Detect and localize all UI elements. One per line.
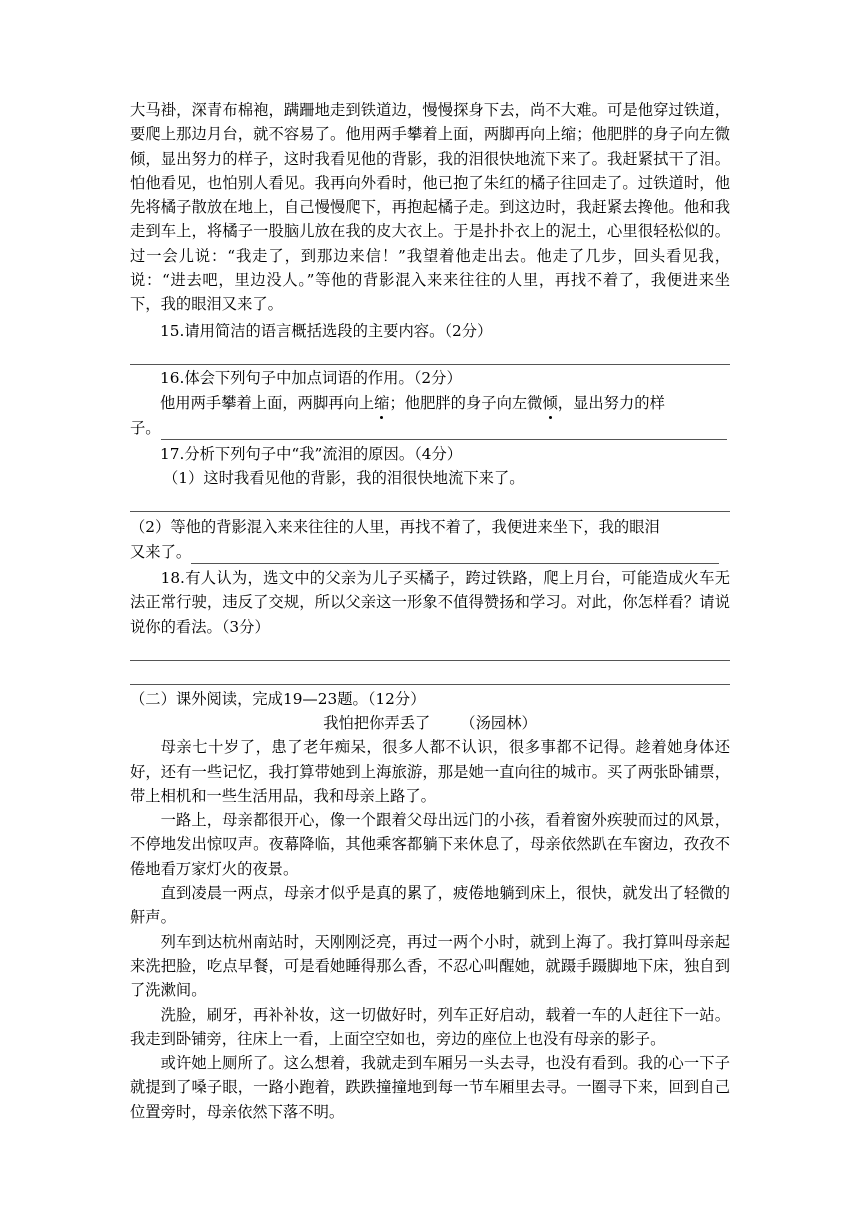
passage-excerpt: 大马褂，深青布棉袍，蹒跚地走到铁道边，慢慢探身下去，尚不大难。可是他穿过铁道，要爬上那边月台，就不容易了。他用两手攀着上面，两脚再向上缩；他肥胖的身子向左微倾，显出努力的样子，这时我看见他的背影，我的泪很快地流下来了。我赶紧拭干了泪。怕他看见，也怕别人看见。我再向外看时，他已抱了朱红的橘子往回走了。过铁道时，他先将橘子散放在地上，自己慢慢爬下，再抱起橘子走。到这边时，我赶紧去搀他。他和我走到车上，将橘子一股脑儿放在我的皮大衣上。于是扑扑衣上的泥土，心里很轻松似的。过一会儿说：“我走了，到那边来信！”我望着他走出去。他走了几步，回头看见我，说：“进去吧，里边没人。”等他的背影混入来来往往的人里，再找不着了，我便进来坐下，我的眼泪又来了。 xyxy=(130,101,730,314)
question-16-sentence xyxy=(130,391,730,415)
article-paragraph-5: 洗脸，刷牙，再补补妆，这一切做好时，列车正好启动，载着一车的人赶往下一站。我走到卧铺旁，往床上一看，上面空空如也，旁边的座位上也没有母亲的影子。 xyxy=(130,1005,730,1048)
question-17-2-end xyxy=(130,540,730,564)
question-16-sentence-end xyxy=(130,416,730,440)
question-17-1: （1）这时我看见他的背影，我的泪很快地流下来了。 xyxy=(163,469,525,488)
article-paragraph-3: 直到凌晨一两点，母亲才似乎是真的累了，疲倦地躺到床上，很快，就发出了轻微的鼾声。 xyxy=(130,884,730,927)
q16-text-b: ；他肥胖的身子向左微 xyxy=(389,394,543,413)
article-paragraph-6: 或许她上厕所了。这么想着，我就走到车厢另一头去寻，也没有看到。我的心一下子就提到了嗓子眼，一路小跑着，跌跌撞撞地到每一节车厢里去寻。一圈寻下来，回到自己位置旁时，母亲依然下落不明。 xyxy=(130,1054,730,1121)
answer-line-18-a[interactable] xyxy=(130,659,730,661)
dotted-word-qing: 倾 xyxy=(542,394,558,413)
question-15: 15.请用简洁的语言概括选段的主要内容。（2分） xyxy=(160,321,493,340)
article-title-row xyxy=(130,711,730,735)
q16-text-a: 他用两手攀着上面，两脚再向上 xyxy=(160,394,375,413)
answer-line-18-b[interactable] xyxy=(130,683,730,685)
question-16: 16.体会下列句子中加点词语的作用。（2分） xyxy=(160,368,462,387)
answer-line-17-1[interactable] xyxy=(130,510,730,512)
q17-2-text-end: 又来了。 xyxy=(130,542,192,561)
q16-text-c: ，显出努力的样 xyxy=(557,394,665,413)
exam-page xyxy=(130,98,730,1124)
article-title: 我怕把你弄丢了 xyxy=(323,714,431,733)
q16-text-d: 子。 xyxy=(130,418,161,437)
article-paragraph-1: 母亲七十岁了，患了老年痴呆，很多人都不认识，很多事都不记得。趁着她身体还好，还有一些记忆，我打算带她到上海旅游，那是她一直向往的城市。买了两张卧铺票，带上相机和一些生活用品，我和母亲上路了。 xyxy=(130,738,730,805)
answer-line-15[interactable] xyxy=(130,363,730,365)
answer-line-16[interactable] xyxy=(161,421,727,440)
article-paragraph-4: 列车到达杭州南站时，天刚刚泛亮，再过一两个小时，就到上海了。我打算叫母亲起来洗把脸，吃点早餐，可是看她睡得那么香，不忍心叫醒她，就蹑手蹑脚地下床，独自到了洗漱间。 xyxy=(130,932,730,1000)
question-17: 17.分析下列句子中“我”流泪的原因。（4分） xyxy=(160,444,463,463)
question-17-2: （2）等他的背影混入来来往往的人里，再找不着了，我便进来坐下，我的眼泪 xyxy=(130,518,660,537)
article-paragraph-2: 一路上，母亲都很开心，像一个跟着父母出远门的小孩，看着窗外疾驶而过的风景，不停地发出惊叹声。夜幕降临，其他乘客都躺下来休息了，母亲依然趴在车窗边，孜孜不倦地看万家灯火的夜景。 xyxy=(130,811,730,878)
answer-line-17-2[interactable] xyxy=(191,545,719,564)
dotted-word-suo: 缩 xyxy=(374,394,390,413)
question-18: 18.有人认为，选文中的父亲为儿子买橘子，跨过铁路，爬上月台，可能造成火车无法正常行驶，违反了交规，所以父亲这一形象不值得赞扬和学习。对此，你怎样看？请说说你的看法。（3分） xyxy=(130,569,730,636)
section-2-heading: （二）课外阅读，完成19—23题。（12分） xyxy=(130,689,426,708)
article-author: （汤园林） xyxy=(460,714,537,733)
